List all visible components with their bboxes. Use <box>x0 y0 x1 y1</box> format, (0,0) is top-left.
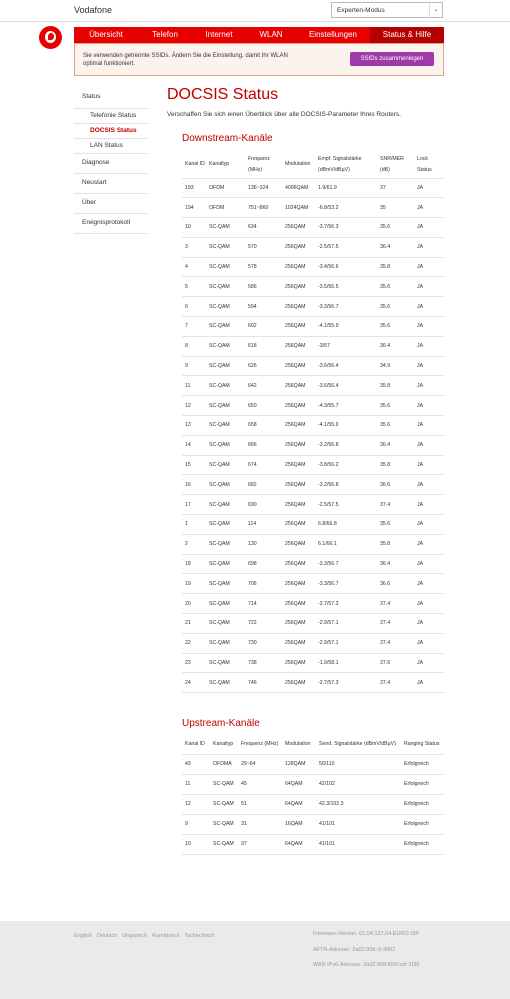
table-cell: SC-QAM <box>206 356 245 376</box>
table-cell: 36.4 <box>377 336 414 356</box>
sidebar-item-diagnose[interactable]: Diagnose <box>74 154 148 174</box>
table-cell: -3.6/56.4 <box>315 376 377 396</box>
table-cell: 256QAM <box>282 356 315 376</box>
table-cell: 256QAM <box>282 455 315 475</box>
table-row <box>182 754 444 774</box>
sidebar-item-status[interactable]: Status <box>74 90 148 109</box>
footer <box>0 921 510 999</box>
table-cell: 35.8 <box>377 534 414 554</box>
table-cell: -3.3/56.7 <box>315 574 377 594</box>
table-cell: 4096QAM <box>282 178 315 198</box>
table-cell: JA <box>414 277 444 297</box>
page-description: Verschaffen Sie sich einen Überblick über alle DOCSIS-Parameter Ihres Routers. <box>167 111 401 118</box>
nav-tab[interactable]: Einstellungen <box>308 30 358 39</box>
table-cell: JA <box>414 198 444 218</box>
table-cell: 666 <box>245 435 282 455</box>
table-cell: 35.6 <box>377 218 414 238</box>
table-cell: JA <box>414 237 444 257</box>
table-cell: 738 <box>245 653 282 673</box>
table-cell: JA <box>414 218 444 238</box>
table-cell: 634 <box>245 218 282 238</box>
table-row <box>182 673 444 693</box>
table-cell: 12 <box>182 794 210 814</box>
table-row <box>182 317 444 337</box>
table-cell: 21 <box>182 614 206 634</box>
table-cell: 35 <box>377 198 414 218</box>
top-header <box>0 0 510 22</box>
table-cell: 19 <box>182 574 206 594</box>
table-cell: 36.6 <box>377 574 414 594</box>
table-cell: 618 <box>245 336 282 356</box>
page-title: DOCSIS Status <box>167 86 279 103</box>
table-row <box>182 574 444 594</box>
column-header: Modulation <box>282 735 316 754</box>
table-cell: -2.5/57.5 <box>315 495 377 515</box>
table-cell: 256QAM <box>282 317 315 337</box>
nav-tab[interactable]: Status & Hilfe <box>370 27 444 43</box>
table-row <box>182 534 444 554</box>
table-cell: SC-QAM <box>206 416 245 436</box>
table-cell: JA <box>414 653 444 673</box>
table-cell: Erfolgreich <box>401 754 444 774</box>
table-cell: 35.6 <box>377 396 414 416</box>
table-cell: JA <box>414 317 444 337</box>
table-cell: 41/101 <box>316 834 401 854</box>
table-cell: 31 <box>238 814 282 834</box>
nav-tab[interactable]: Internet <box>205 30 233 39</box>
ssid-notice <box>74 43 444 76</box>
table-cell: 10 <box>182 218 206 238</box>
table-cell: -1.9/58.1 <box>315 653 377 673</box>
table-cell: -2.9/57.1 <box>315 614 377 634</box>
table-cell: 256QAM <box>282 475 315 495</box>
table-cell: 570 <box>245 237 282 257</box>
table-cell: 722 <box>245 614 282 634</box>
table-cell: 36.6 <box>377 475 414 495</box>
table-row <box>182 178 444 198</box>
table-cell: 5 <box>182 277 206 297</box>
table-cell: JA <box>414 673 444 693</box>
table-cell: 256QAM <box>282 376 315 396</box>
column-header: Kanaltyp <box>210 735 238 754</box>
table-row <box>182 237 444 257</box>
table-cell: 17 <box>182 495 206 515</box>
table-cell: SC-QAM <box>206 297 245 317</box>
table-cell: 9 <box>182 356 206 376</box>
nav-tab[interactable]: WLAN <box>259 30 283 39</box>
table-cell: 256QAM <box>282 277 315 297</box>
column-header: Frequenz (MHz) <box>238 735 282 754</box>
table-cell: 43 <box>182 754 210 774</box>
table-cell: SC-QAM <box>206 336 245 356</box>
table-cell: 13 <box>182 416 206 436</box>
table-cell: 35.6 <box>377 277 414 297</box>
table-cell: 256QAM <box>282 336 315 356</box>
table-cell: Erfolgreich <box>401 814 444 834</box>
table-cell: 256QAM <box>282 237 315 257</box>
table-cell: JA <box>414 356 444 376</box>
sidebar-item-ereignisprotokoll[interactable]: Ereignisprotokoll <box>74 214 148 234</box>
wan-ipv6-address: WAN IPv6-Adresse: 2a02:908:f000:cd::1f30 <box>313 962 420 968</box>
table-cell: 37.4 <box>377 495 414 515</box>
table-cell: 10 <box>182 834 210 854</box>
table-cell: -4.1/55.9 <box>315 416 377 436</box>
table-cell: 114 <box>245 515 282 535</box>
table-row <box>182 376 444 396</box>
table-cell: 14 <box>182 435 206 455</box>
table-cell: SC-QAM <box>206 218 245 238</box>
table-cell: JA <box>414 554 444 574</box>
table-row <box>182 633 444 653</box>
table-cell: 256QAM <box>282 673 315 693</box>
table-row <box>182 277 444 297</box>
sidebar-item-docsis-status[interactable]: DOCSIS Status <box>74 124 148 139</box>
table-row <box>182 653 444 673</box>
table-cell: 6.1/66.1 <box>315 534 377 554</box>
table-cell: 6.8/66.8 <box>315 515 377 535</box>
table-cell: JA <box>414 455 444 475</box>
table-cell: SC-QAM <box>210 814 238 834</box>
table-row <box>182 495 444 515</box>
table-cell: -3.7/56.3 <box>315 218 377 238</box>
table-cell: 37 <box>377 178 414 198</box>
chevron-down-icon: ⌄ <box>429 3 442 17</box>
table-cell: JA <box>414 534 444 554</box>
table-cell: 37.4 <box>377 633 414 653</box>
table-cell: 9 <box>182 814 210 834</box>
table-row <box>182 475 444 495</box>
notice-text: Sie verwenden getrennte SSIDs. Ändern Sie die Einstellung, damit Ihr WLAN optimal funktioniert. <box>83 53 288 67</box>
column-header: Kanal ID <box>182 735 210 754</box>
table-cell: JA <box>414 515 444 535</box>
nav-tab[interactable]: Übersicht <box>89 30 123 39</box>
sidebar-item-ueber[interactable]: Über <box>74 194 148 214</box>
table-cell: 51 <box>238 794 282 814</box>
table-cell: JA <box>414 633 444 653</box>
table-row <box>182 198 444 218</box>
table-cell: 602 <box>245 317 282 337</box>
table-cell: SC-QAM <box>206 237 245 257</box>
table-cell: 682 <box>245 475 282 495</box>
merge-ssids-button[interactable]: SSIDs zusammenlegen <box>350 52 434 66</box>
column-header: Kanal ID <box>182 152 206 178</box>
column-header: Frequenz (MHz) <box>245 152 282 178</box>
main-nav <box>74 27 444 43</box>
brand-name: Vodafone <box>74 5 113 15</box>
table-cell: 41/101 <box>316 814 401 834</box>
upstream-table <box>182 735 444 855</box>
table-cell: 256QAM <box>282 574 315 594</box>
table-cell: 45 <box>238 774 282 794</box>
table-cell: -3/57 <box>315 336 377 356</box>
table-row <box>182 794 444 814</box>
table-cell: -3.4/56.6 <box>315 257 377 277</box>
table-row <box>182 416 444 436</box>
table-row <box>182 515 444 535</box>
column-header: Modulation <box>282 152 315 178</box>
table-cell: 256QAM <box>282 396 315 416</box>
table-cell: Erfolgreich <box>401 774 444 794</box>
table-cell: 24 <box>182 673 206 693</box>
table-cell: JA <box>414 336 444 356</box>
sidebar-item-lan-status[interactable]: LAN Status <box>74 139 148 154</box>
mode-select-value: Experten-Modus <box>337 7 385 14</box>
column-header: Send. Signalstärke (dBmV/dBµV) <box>316 735 401 754</box>
column-header: Empf. Signalstärke (dBmV/dBµV) <box>315 152 377 178</box>
table-cell: 35.6 <box>377 416 414 436</box>
table-cell: JA <box>414 435 444 455</box>
table-cell: -2.7/57.3 <box>315 673 377 693</box>
table-cell: 256QAM <box>282 257 315 277</box>
table-cell: SC-QAM <box>210 794 238 814</box>
table-cell: 256QAM <box>282 297 315 317</box>
table-cell: SC-QAM <box>206 257 245 277</box>
table-cell: 256QAM <box>282 534 315 554</box>
table-cell: 136~324 <box>245 178 282 198</box>
table-cell: 37.4 <box>377 673 414 693</box>
table-cell: -2.9/57.1 <box>315 633 377 653</box>
table-cell: SC-QAM <box>206 277 245 297</box>
table-cell: 42/102 <box>316 774 401 794</box>
table-cell: 6 <box>182 297 206 317</box>
table-cell: SC-QAM <box>206 614 245 634</box>
table-cell: -3.5/56.5 <box>315 277 377 297</box>
language-link[interactable]: Ungarisch <box>122 933 147 939</box>
table-cell: 650 <box>245 396 282 416</box>
table-row <box>182 455 444 475</box>
table-cell: -2.5/57.5 <box>315 237 377 257</box>
table-row <box>182 257 444 277</box>
table-cell: SC-QAM <box>206 495 245 515</box>
table-cell: 11 <box>182 376 206 396</box>
table-cell: 35.6 <box>377 515 414 535</box>
table-row <box>182 834 444 854</box>
table-cell: 36.4 <box>377 435 414 455</box>
table-cell: 64QAM <box>282 794 316 814</box>
table-cell: 256QAM <box>282 435 315 455</box>
table-cell: -2.7/57.3 <box>315 594 377 614</box>
table-cell: 256QAM <box>282 416 315 436</box>
table-cell: 2 <box>182 534 206 554</box>
table-cell: 35.8 <box>377 376 414 396</box>
language-link[interactable]: Rumänisch <box>152 933 180 939</box>
table-cell: SC-QAM <box>206 554 245 574</box>
nav-tab[interactable]: Telefon <box>152 30 178 39</box>
table-cell: 1 <box>182 515 206 535</box>
table-row <box>182 218 444 238</box>
column-header: SNR/MER (dB) <box>377 152 414 178</box>
table-cell: 35.6 <box>377 317 414 337</box>
table-cell: SC-QAM <box>206 534 245 554</box>
table-cell: 690 <box>245 495 282 515</box>
table-cell: SC-QAM <box>206 653 245 673</box>
table-cell: SC-QAM <box>206 475 245 495</box>
table-cell: SC-QAM <box>206 455 245 475</box>
table-cell: 15 <box>182 455 206 475</box>
table-cell: 674 <box>245 455 282 475</box>
table-cell: 706 <box>245 574 282 594</box>
table-cell: SC-QAM <box>206 633 245 653</box>
table-cell: SC-QAM <box>206 515 245 535</box>
language-link[interactable]: English <box>74 933 93 939</box>
table-cell: 50/110 <box>316 754 401 774</box>
table-cell: 256QAM <box>282 554 315 574</box>
table-cell: 256QAM <box>282 633 315 653</box>
table-cell: 128QAM <box>282 754 316 774</box>
table-cell: -3.2/56.8 <box>315 435 377 455</box>
table-cell: 256QAM <box>282 653 315 673</box>
language-link[interactable]: Tschechisch <box>184 933 215 939</box>
table-row <box>182 554 444 574</box>
table-cell: 42.3/102.3 <box>316 794 401 814</box>
upstream-title: Upstream-Kanäle <box>182 718 260 729</box>
table-cell: SC-QAM <box>206 376 245 396</box>
table-cell: -3.6/56.4 <box>315 356 377 376</box>
table-cell: OFDM <box>206 198 245 218</box>
table-cell: SC-QAM <box>206 317 245 337</box>
language-link[interactable]: Deutsch <box>97 933 118 939</box>
sidebar-item-neustart[interactable]: Neustart <box>74 174 148 194</box>
table-cell: OFDMA <box>210 754 238 774</box>
table-cell: JA <box>414 376 444 396</box>
table-cell: 3 <box>182 237 206 257</box>
language-links <box>74 933 219 939</box>
table-cell: SC-QAM <box>206 396 245 416</box>
table-cell: 35.8 <box>377 257 414 277</box>
table-cell: 4 <box>182 257 206 277</box>
table-cell: 751~860 <box>245 198 282 218</box>
table-cell: SC-QAM <box>206 673 245 693</box>
table-cell: SC-QAM <box>206 435 245 455</box>
table-row <box>182 814 444 834</box>
table-cell: 37 <box>238 834 282 854</box>
table-cell: JA <box>414 475 444 495</box>
table-cell: 746 <box>245 673 282 693</box>
table-cell: 35.6 <box>377 297 414 317</box>
table-row <box>182 614 444 634</box>
table-cell: 16 <box>182 475 206 495</box>
downstream-table <box>182 152 444 693</box>
table-cell: 714 <box>245 594 282 614</box>
table-cell: 36.4 <box>377 554 414 574</box>
table-cell: 22 <box>182 633 206 653</box>
table-cell: -3.3/56.7 <box>315 554 377 574</box>
table-row <box>182 396 444 416</box>
table-cell: JA <box>414 297 444 317</box>
table-cell: 64QAM <box>282 774 316 794</box>
table-cell: 658 <box>245 416 282 436</box>
table-cell: -4.1/55.9 <box>315 317 377 337</box>
table-cell: SC-QAM <box>206 594 245 614</box>
table-cell: 23 <box>182 653 206 673</box>
table-cell: JA <box>414 574 444 594</box>
table-cell: 642 <box>245 376 282 396</box>
table-cell: 16QAM <box>282 814 316 834</box>
table-cell: JA <box>414 396 444 416</box>
table-cell: 256QAM <box>282 515 315 535</box>
table-cell: -3.8/56.2 <box>315 455 377 475</box>
table-cell: 11 <box>182 774 210 794</box>
table-row <box>182 435 444 455</box>
table-cell: 626 <box>245 356 282 376</box>
table-cell: 594 <box>245 297 282 317</box>
table-cell: 29~64 <box>238 754 282 774</box>
table-cell: SC-QAM <box>210 834 238 854</box>
table-cell: 1024QAM <box>282 198 315 218</box>
column-header: Ranging Status <box>401 735 444 754</box>
table-cell: 18 <box>182 554 206 574</box>
table-cell: 64QAM <box>282 834 316 854</box>
table-cell: JA <box>414 257 444 277</box>
table-cell: 35.8 <box>377 455 414 475</box>
table-cell: 698 <box>245 554 282 574</box>
table-cell: -6.8/53.2 <box>315 198 377 218</box>
table-cell: 256QAM <box>282 218 315 238</box>
table-cell: 194 <box>182 198 206 218</box>
mode-select[interactable] <box>331 2 443 18</box>
table-cell: SC-QAM <box>206 574 245 594</box>
table-cell: SC-QAM <box>210 774 238 794</box>
table-cell: 130 <box>245 534 282 554</box>
table-cell: 37.6 <box>377 653 414 673</box>
table-cell: 256QAM <box>282 594 315 614</box>
table-cell: Erfolgreich <box>401 794 444 814</box>
table-cell: 256QAM <box>282 614 315 634</box>
table-cell: 36.4 <box>377 237 414 257</box>
table-row <box>182 336 444 356</box>
table-cell: -3.3/56.7 <box>315 297 377 317</box>
table-cell: -3.2/56.8 <box>315 475 377 495</box>
main-content <box>167 86 447 847</box>
table-cell: 37.4 <box>377 594 414 614</box>
table-row <box>182 297 444 317</box>
table-cell: 256QAM <box>282 495 315 515</box>
sidebar-item-telefonie-status[interactable]: Telefonie Status <box>74 109 148 124</box>
firmware-version: Firmware-Version: 01.04.137.04.EURO.SIP <box>313 931 420 937</box>
table-cell: -4.3/55.7 <box>315 396 377 416</box>
column-header: Lock Status <box>414 152 444 178</box>
aftr-address: AFTR-Adresse: 2a02:908::6:4002 <box>313 947 396 953</box>
table-cell: OFDM <box>206 178 245 198</box>
table-row <box>182 356 444 376</box>
table-row <box>182 594 444 614</box>
sidebar <box>74 90 148 234</box>
table-row <box>182 774 444 794</box>
table-cell: JA <box>414 178 444 198</box>
table-cell: 1.9/61.9 <box>315 178 377 198</box>
vodafone-logo-icon[interactable] <box>39 26 62 49</box>
table-cell: JA <box>414 495 444 515</box>
table-cell: 34.9 <box>377 356 414 376</box>
downstream-title: Downstream-Kanäle <box>182 133 273 144</box>
table-cell: Erfolgreich <box>401 834 444 854</box>
table-cell: JA <box>414 614 444 634</box>
table-cell: 586 <box>245 277 282 297</box>
table-cell: JA <box>414 594 444 614</box>
table-cell: 12 <box>182 396 206 416</box>
table-cell: 730 <box>245 633 282 653</box>
table-cell: 37.4 <box>377 614 414 634</box>
column-header: Kanaltyp <box>206 152 245 178</box>
table-cell: 8 <box>182 336 206 356</box>
table-cell: 578 <box>245 257 282 277</box>
table-cell: JA <box>414 416 444 436</box>
table-cell: 20 <box>182 594 206 614</box>
table-cell: 7 <box>182 317 206 337</box>
table-cell: 193 <box>182 178 206 198</box>
